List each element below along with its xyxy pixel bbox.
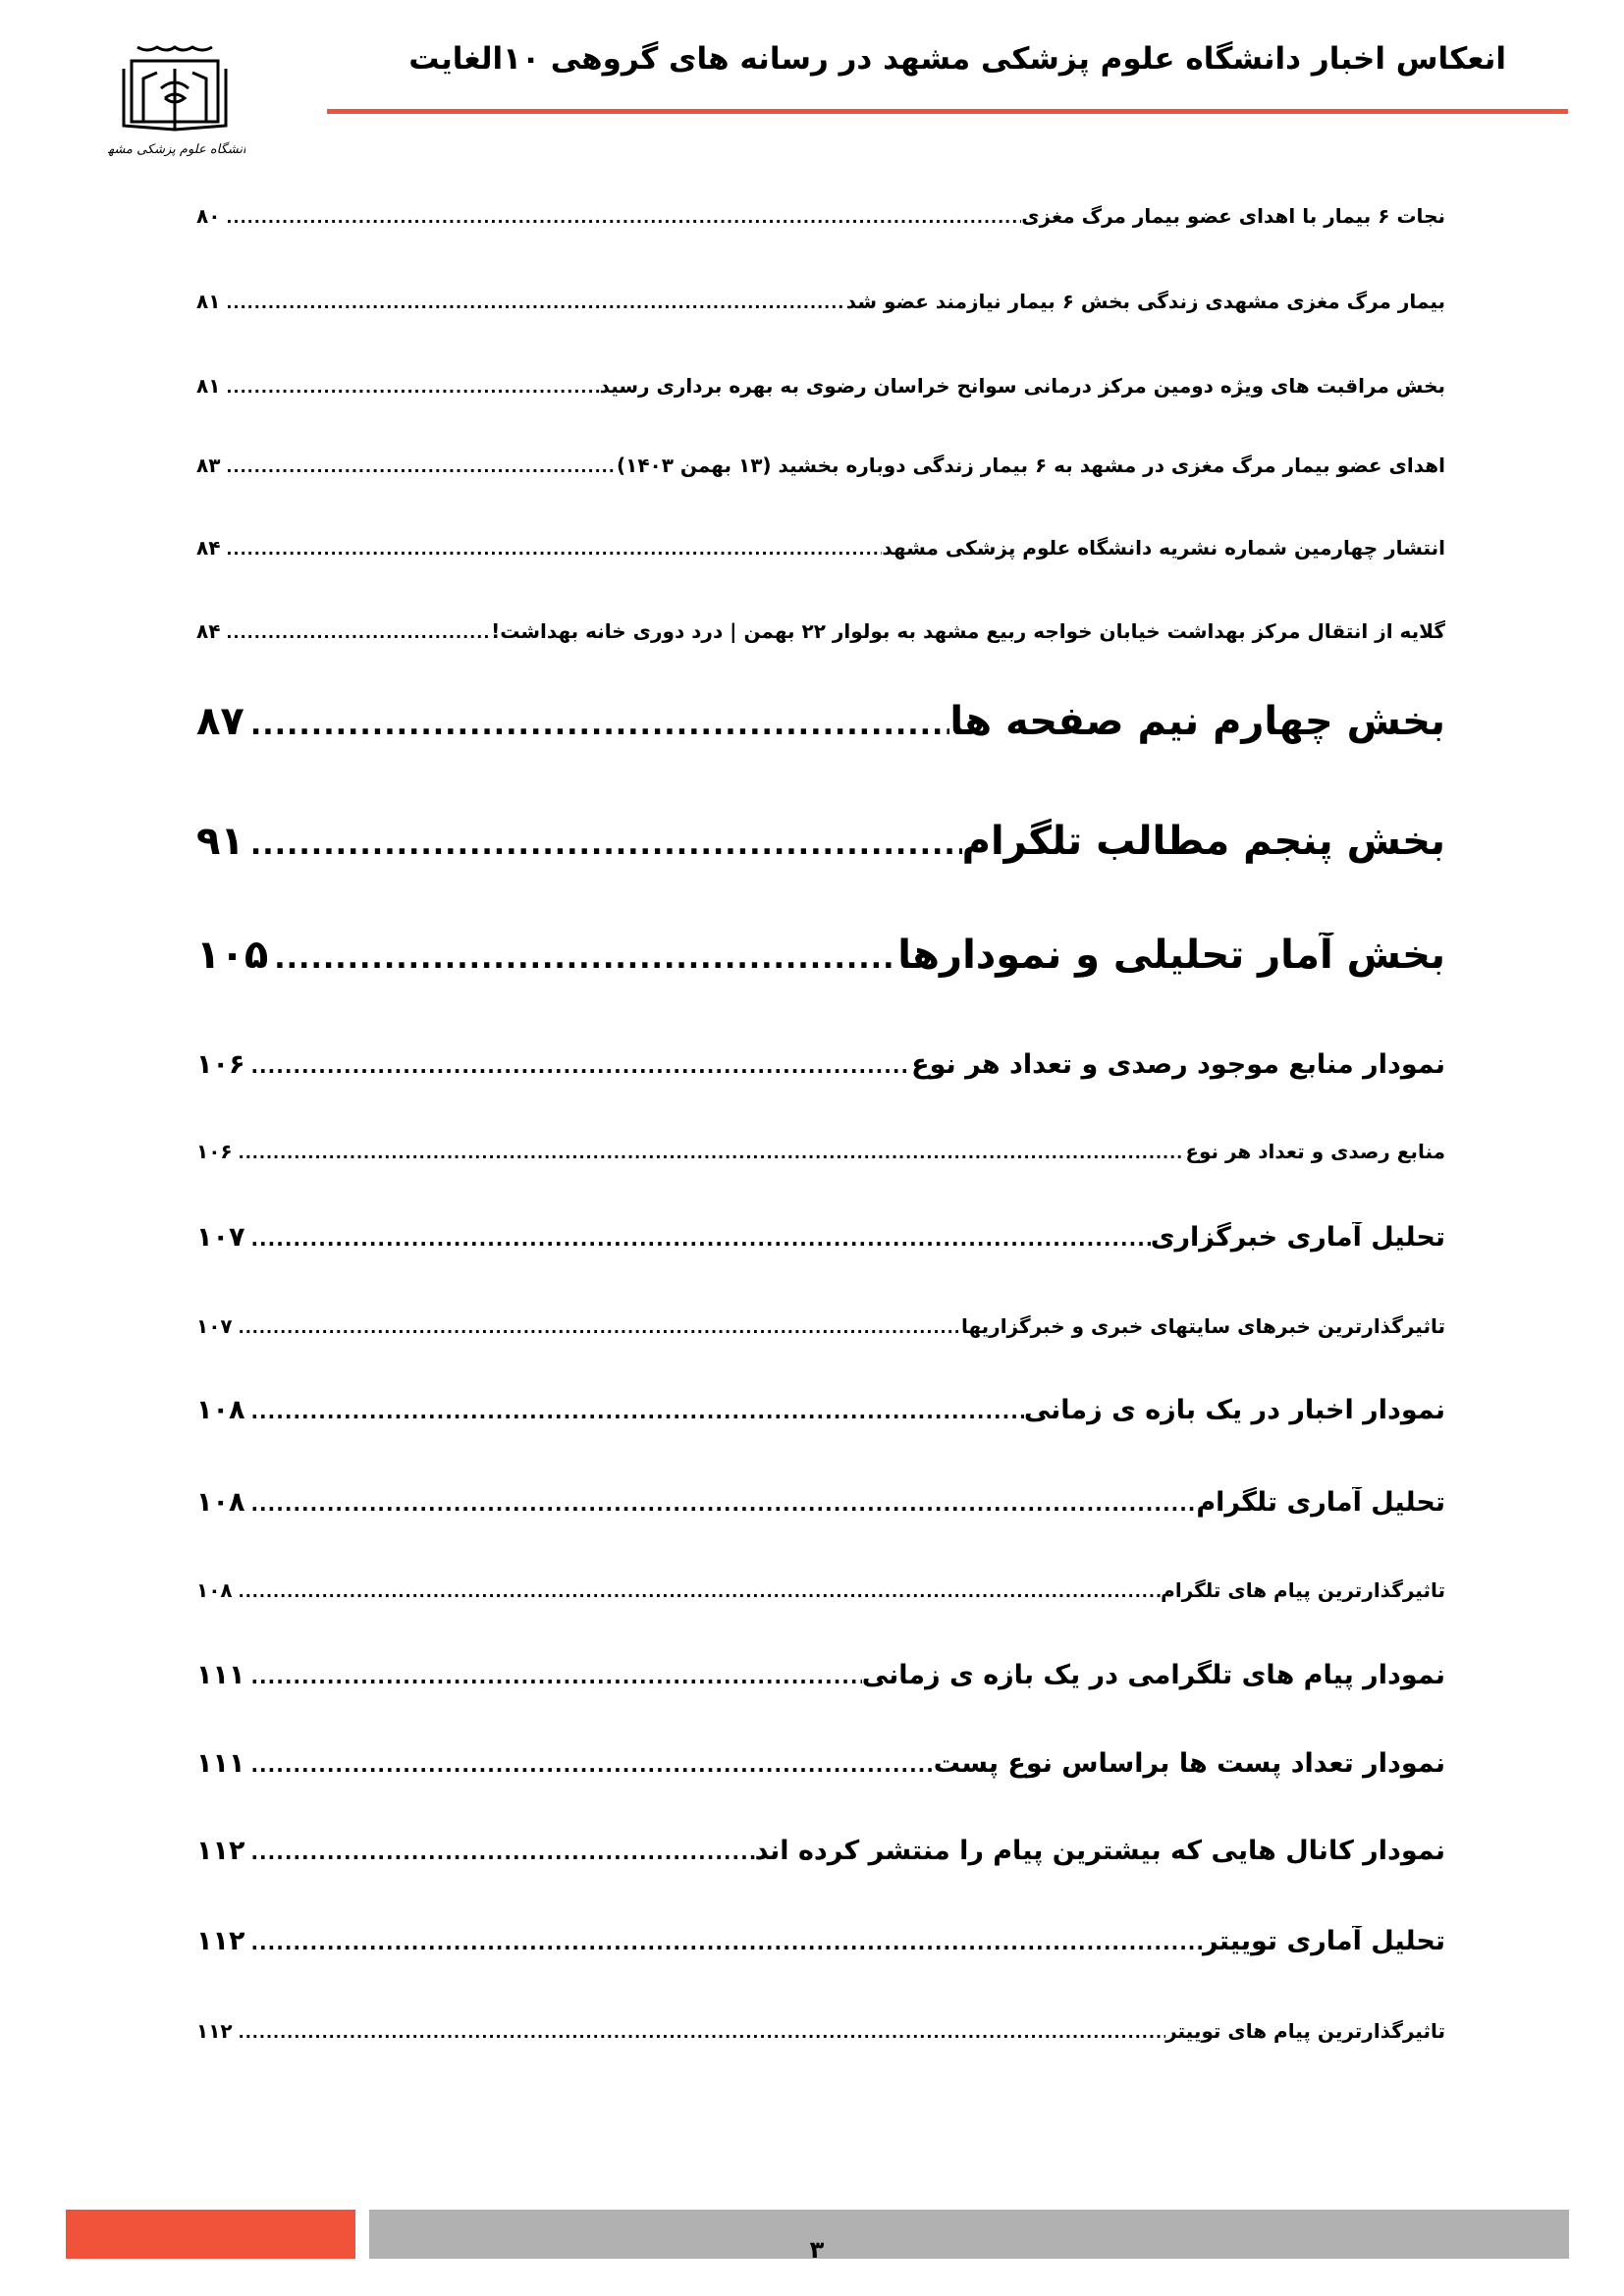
toc-leader-dots [244, 1667, 861, 1686]
toc-entry-page: ۹۱ [196, 819, 244, 864]
toc-section-heading[interactable] [196, 699, 1445, 744]
toc-entry-title: نمودار تعداد پست ها براساس نوع پست [933, 1748, 1445, 1779]
toc-entry-page: ۱۰۷ [196, 1314, 233, 1338]
toc-entry[interactable] [196, 1222, 1445, 1253]
toc-entry[interactable] [196, 1660, 1445, 1690]
toc-section-heading[interactable] [196, 819, 1445, 864]
toc-leader-dots [220, 210, 1021, 226]
toc-leader-dots [244, 1933, 1203, 1952]
toc-entry[interactable] [196, 1578, 1445, 1602]
toc-leader-dots [244, 1229, 1150, 1249]
toc-entry-title: تحلیل آماری خبرگزاری [1150, 1222, 1445, 1253]
toc-entry-title: اهدای عضو بیمار مرگ مغزی در مشهد به ۶ بیمار زندگی دوباره بخشید (۱۳ بهمن ۱۴۰۳) [616, 454, 1445, 477]
footer-accent-bar [66, 2210, 355, 2259]
toc-leader-dots [233, 1584, 1162, 1600]
toc-entry[interactable] [196, 1487, 1445, 1518]
toc-entry-page: ۱۰۶ [196, 1140, 233, 1163]
toc-leader-dots [233, 1146, 1186, 1161]
toc-entry-title: نمودار اخبار در یک بازه ی زمانی [1023, 1395, 1445, 1425]
toc-entry-title: گلایه از انتقال مرکز بهداشت خیابان خواجه ربیع مشهد به بولوار ۲۲ بهمن | درد دوری خانه بهداشت! [491, 619, 1445, 643]
toc-entry-page: ۸۴ [196, 536, 221, 560]
toc-entry-page: ۱۱۲ [196, 2019, 233, 2043]
toc-leader-dots [244, 1755, 933, 1775]
toc-leader-dots [233, 1320, 961, 1336]
toc-entry[interactable] [196, 619, 1445, 643]
toc-entry-page: ۸۷ [196, 699, 244, 744]
document-title: انعکاس اخبار دانشگاه علوم پزشکی مشهد در رسانه های گروهی ۱۰الغایت [408, 41, 1506, 77]
toc-entry[interactable] [196, 290, 1445, 313]
logo-caption: دانشگاه علوم پزشکی مشهد [108, 142, 245, 157]
toc-entry[interactable] [196, 1836, 1445, 1866]
toc-entry-title: بخش پنجم مطالب تلگرام [961, 819, 1445, 864]
toc-leader-dots [244, 1842, 754, 1862]
toc-entry-title: تحلیل آماری توییتر [1203, 1926, 1445, 1956]
toc-leader-dots [244, 711, 949, 740]
page-number: ۳ [809, 2236, 825, 2264]
toc-leader-dots [244, 1402, 1023, 1421]
toc-entry-title: تحلیل آماری تلگرام [1196, 1487, 1445, 1518]
toc-entry[interactable] [196, 1314, 1445, 1338]
toc-entry-title: تاثیرگذارترین پیام های تلگرام [1161, 1578, 1445, 1602]
toc-entry[interactable] [196, 1140, 1445, 1163]
toc-entry[interactable] [196, 1748, 1445, 1779]
toc-entry-title: نمودار پیام های تلگرامی در یک بازه ی زمانی [861, 1660, 1445, 1690]
toc-entry-page: ۱۰۶ [196, 1049, 245, 1080]
toc-entry-title: انتشار چهارمین شماره نشریه دانشگاه علوم پزشکی مشهد [882, 536, 1445, 560]
toc-entry[interactable] [196, 204, 1445, 228]
toc-leader-dots [268, 944, 897, 974]
toc-entry-title: نمودار منابع موجود رصدی و تعداد هر نوع [911, 1049, 1445, 1080]
toc-leader-dots [244, 1056, 911, 1076]
toc-entry-page: ۱۰۸ [196, 1487, 245, 1518]
toc-entry-title: منابع رصدی و تعداد هر نوع [1185, 1140, 1445, 1163]
toc-entry[interactable] [196, 536, 1445, 560]
toc-leader-dots [220, 625, 491, 641]
toc-entry[interactable] [196, 2019, 1445, 2043]
toc-entry-page: ۸۴ [196, 619, 221, 643]
toc-entry-page: ۱۰۸ [196, 1395, 245, 1425]
toc-entry-title: تاثیرگذارترین خبرهای سایتهای خبری و خبرگزاریها [960, 1314, 1445, 1338]
toc-entry-page: ۸۱ [196, 374, 221, 398]
toc-leader-dots [244, 830, 962, 860]
toc-leader-dots [220, 380, 599, 396]
toc-entry-page: ۸۳ [196, 454, 221, 477]
toc-entry-title: تاثیرگذارترین پیام های توییتر [1165, 2019, 1445, 2043]
toc-leader-dots [220, 542, 882, 558]
toc-entry-page: ۱۰۸ [196, 1578, 233, 1602]
toc-leader-dots [220, 295, 845, 311]
toc-leader-dots [220, 459, 617, 475]
toc-entry-title: بیمار مرگ مغزی مشهدی زندگی بخش ۶ بیمار نیازمند عضو شد [845, 290, 1445, 313]
toc-leader-dots [233, 2025, 1165, 2041]
toc-entry-page: ۱۱۲ [196, 1926, 245, 1956]
toc-entry-page: ۱۱۲ [196, 1836, 245, 1866]
toc-entry[interactable] [196, 374, 1445, 398]
toc-entry-page: ۸۰ [196, 204, 221, 228]
footer-gray-bar [369, 2210, 1569, 2259]
toc-leader-dots [244, 1494, 1196, 1514]
toc-entry[interactable] [196, 454, 1445, 477]
toc-entry-page: ۱۱۱ [196, 1748, 245, 1779]
toc-entry-title: نمودار کانال هایی که بیشترین پیام را منتشر کرده اند [754, 1836, 1445, 1866]
toc-entry[interactable] [196, 1395, 1445, 1425]
toc-entry-page: ۱۰۷ [196, 1222, 245, 1253]
toc-entry[interactable] [196, 1049, 1445, 1080]
toc-entry-page: ۱۱۱ [196, 1660, 245, 1690]
toc-entry-page: ۱۰۵ [196, 933, 269, 978]
toc-entry[interactable] [196, 1926, 1445, 1956]
toc-entry-title: نجات ۶ بیمار با اهدای عضو بیمار مرگ مغزی [1021, 204, 1445, 228]
toc-entry-title: بخش مراقبت های ویژه دومین مرکز درمانی سوانح خراسان رضوی به بهره برداری رسید [599, 374, 1445, 398]
toc-entry-title: بخش چهارم نیم صفحه ها [949, 699, 1445, 744]
toc-entry-page: ۸۱ [196, 290, 221, 313]
toc-section-heading[interactable] [196, 933, 1445, 978]
toc-entry-title: بخش آمار تحلیلی و نمودارها [897, 933, 1445, 978]
